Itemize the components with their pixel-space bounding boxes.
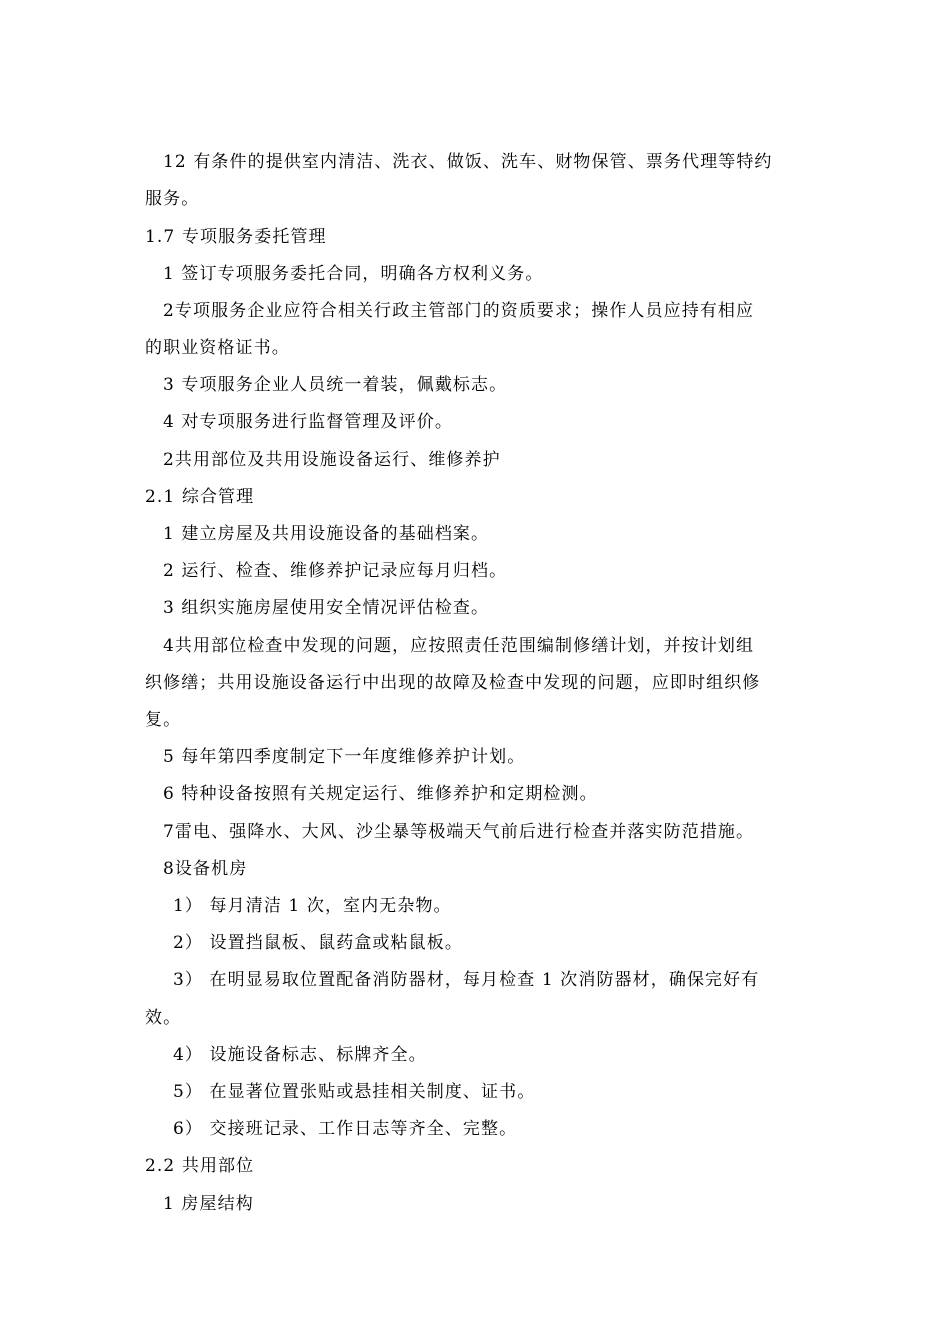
list-item: 2） 设置挡鼠板、鼠药盒或粘鼠板。 <box>173 933 463 953</box>
list-item: 4） 设施设备标志、标牌齐全。 <box>173 1045 427 1065</box>
text-line: 3 专项服务企业人员统一着装，佩戴标志。 <box>163 375 508 395</box>
text-line: 织修缮；共用设施设备运行中出现的故障及检查中发现的问题，应即时组织修 <box>145 673 761 693</box>
text-line: 12 有条件的提供室内清洁、洗衣、做饭、洗车、财物保管、票务代理等特约 <box>163 152 773 172</box>
text-line: 4共用部位检查中发现的问题，应按照责任范围编制修缮计划，并按计划组 <box>163 636 755 656</box>
text-line: 服务。 <box>145 189 200 209</box>
text-line: 3 组织实施房屋使用安全情况评估检查。 <box>163 598 490 618</box>
section-heading: 2.1 综合管理 <box>145 487 255 507</box>
text-line: 8设备机房 <box>163 859 248 879</box>
list-item: 6） 交接班记录、工作日志等齐全、完整。 <box>173 1119 518 1139</box>
text-line: 2专项服务企业应符合相关行政主管部门的资质要求；操作人员应持有相应 <box>163 301 755 321</box>
section-heading: 1.7 专项服务委托管理 <box>145 227 327 247</box>
text-line: 复。 <box>145 710 182 730</box>
list-item: 3） 在明显易取位置配备消防器材，每月检查 1 次消防器材，确保完好有 <box>173 970 760 990</box>
text-line: 2 运行、检查、维修养护记录应每月归档。 <box>163 561 508 581</box>
text-line: 7雷电、强降水、大风、沙尘暴等极端天气前后进行检查并落实防范措施。 <box>163 822 755 842</box>
section-heading: 2共用部位及共用设施设备运行、维修养护 <box>163 450 501 470</box>
text-line: 1 建立房屋及共用设施设备的基础档案。 <box>163 524 490 544</box>
text-line: 效。 <box>145 1008 182 1028</box>
text-line: 1 房屋结构 <box>163 1194 254 1214</box>
text-line: 的职业资格证书。 <box>145 338 290 358</box>
text-line: 5 每年第四季度制定下一年度维修养护计划。 <box>163 747 526 767</box>
text-line: 4 对专项服务进行监督管理及评价。 <box>163 412 453 432</box>
text-line: 6 特种设备按照有关规定运行、维修养护和定期检测。 <box>163 784 598 804</box>
section-heading: 2.2 共用部位 <box>145 1156 255 1176</box>
list-item: 1） 每月清洁 1 次，室内无杂物。 <box>173 896 452 916</box>
text-line: 1 签订专项服务委托合同，明确各方权利义务。 <box>163 264 544 284</box>
list-item: 5） 在显著位置张贴或悬挂相关制度、证书。 <box>173 1082 536 1102</box>
